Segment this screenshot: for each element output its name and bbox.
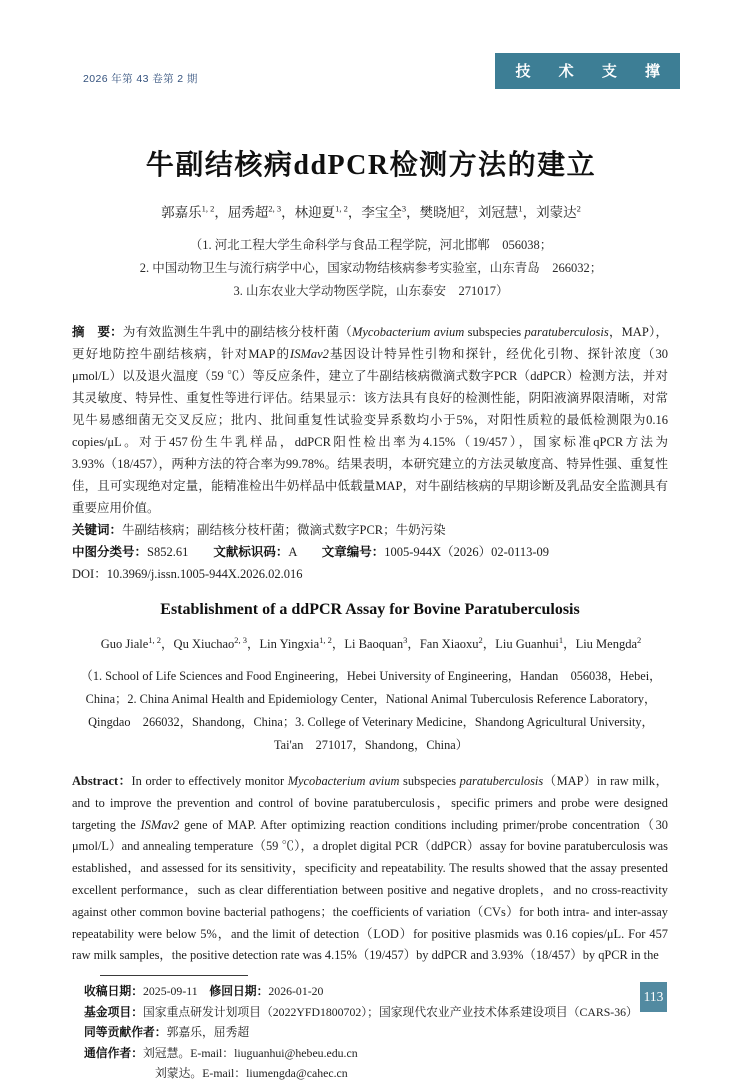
- keywords-zh: 关键词：牛副结核病；副结核分枝杆菌；微滴式数字PCR；牛奶污染: [72, 523, 446, 537]
- article-title-en: Establishment of a ddPCR Assay for Bovine Paratuberculosis: [160, 601, 580, 618]
- abstract-zh: 摘 要：为有效监测生牛乳中的副结核分枝杆菌（Mycobacterium avium subspecies paratuberculosis，MAP），更好地防控牛副结核病，针对MAP的ISMav2基因设计特异性引物和探针，经优化引物、探针浓度（30 μmol/L）以及退火温度（59 ℃）等反应条件，建立了牛副结核病微滴式数字PCR（ddPCR）检测方法，并对其灵敏度、特异性、重复性等进行评估。结果显示：该方法具有良好的检测性能，阴阳液滴界限清晰，对常见牛易感细菌无交叉反应；批内、批间重复性试验变异系数均小于5%，对阳性质粒的最低检测限为0.16 copies/μL。对于457份生牛乳样品，ddPCR阳性检出率为4.15%（19/457），国家标准qPCR方法为3.93%（18/457），两种方法的符合率为99.78%。结果表明，本研究建立的方法灵敏度高、特异性强、重复性佳，且可实现绝对定量，能精准检出牛奶样品中低载量MAP，对牛副结核病的早期诊断及乳品安全监测具有重要应用价值。: [72, 325, 668, 515]
- footnote-funding: 基金项目：国家重点研发计划项目（2022YFD1800702）；国家现代农业产业技术体系建设项目（CARS-36）: [84, 1004, 638, 1019]
- footnote-received-dates: 收稿日期：2025-09-11 修回日期：2026-01-20: [84, 984, 324, 999]
- footnote-corresponding-author-1: 通信作者：刘冠慧。E-mail：liuguanhui@hebeu.edu.cn: [84, 1045, 358, 1060]
- footnotes: [84, 981, 668, 1084]
- authors-zh: 郭嘉乐$^{1, 2}$，屈秀超$^{2, 3}$，林迎夏$^{1, 2}$，李宝全$^3$，樊晓旭$^2$，刘冠慧$^1$，刘蒙达$^2$: [161, 203, 581, 220]
- affiliation-zh-line: 3. 山东农业大学动物医学院，山东泰安 271017）: [233, 284, 509, 298]
- page-number-badge: 113: [640, 982, 667, 1012]
- affiliation-zh-line: （1. 河北工程大学生命科学与食品工程学院，河北邯郸 056038；: [189, 238, 553, 252]
- footnote-equal-contributors: 同等贡献作者：郭嘉乐，屈秀超: [84, 1025, 250, 1040]
- affiliation-zh-line: 2. 中国动物卫生与流行病学中心，国家动物结核病参考实验室，山东青岛 266032；: [139, 261, 603, 275]
- affiliations-zh: [0, 234, 742, 303]
- affiliation-en-line: Tai'an 271017，Shandong，China）: [274, 738, 468, 752]
- affiliation-en-line: Qingdao 266032，Shandong，China；3. College of Veterinary Medicine，Shandong Agricultural University，: [88, 715, 654, 729]
- authors-en: Guo Jiale$^{1, 2}$，Qu Xiuchao$^{2, 3}$，Lin Yingxia$^{1, 2}$，Li Baoquan$^3$，Fan Xiaoxu$^2$，Liu Guanhui$^1$，Liu Mengda$^2$: [100, 634, 642, 651]
- article-title-zh: 牛副结核病ddPCR检测方法的建立: [145, 149, 597, 181]
- classification-line: 中图分类号：S852.61 文献标识码：A 文章编号：1005-944X（2026）02-0113-09: [72, 545, 550, 559]
- doi-line: DOI：10.3969/j.issn.1005-944X.2026.02.016: [72, 567, 303, 581]
- affiliation-en-line: （1. School of Life Sciences and Food Engineering，Hebei University of Engineering，Handan 056038，Hebei，: [80, 669, 662, 683]
- journal-page: [0, 53, 742, 1081]
- affiliation-en-line: China；2. China Animal Health and Epidemiology Center，National Animal Tuberculosis Reference Laboratory，: [85, 692, 657, 706]
- section-badge: 技 术 支 撑: [495, 53, 680, 89]
- page-header: [83, 53, 680, 89]
- footnote-corresponding-author-2: 刘蒙达。E-mail：liumengda@cahec.cn: [155, 1066, 348, 1081]
- footnote-divider: [100, 975, 248, 976]
- affiliations-en: [0, 665, 742, 757]
- abstract-en: Abstract：In order to effectively monitor Mycobacterium avium subspecies paratuberculosis（MAP）in raw milk，and to improve the prevention and control of bovine paratuberculosis，specific primers and probe were designed targeting the ISMav2 gene of MAP. After optimizing reaction conditions including primer/probe concentration（30 μmol/L）and annealing temperature（59 ℃），a droplet digital PCR（ddPCR）assay for bovine paratuberculosis was established，and assessed for its sensitivity，specificity and repeatability. The results showed that the assay presented excellent performance，such as clear differentiation between positive and negative droplets，and no cross-reactivity against other common bovine bacterial pathogens；the coefficients of variation（CVs）for both intra- and inter-assay repeatability were below 5%，and the limit of detection（LOD）for positive plasmids was 0.16 copies/μL. For 457 raw milk samples，the positive detection rate was 4.15%（19/457）by ddPCR and 3.93%（18/457）by qPCR in the: [72, 774, 668, 963]
- journal-issue: 2026 年第 43 卷第 2 期: [83, 73, 198, 85]
- abstract-block-zh: [72, 321, 668, 585]
